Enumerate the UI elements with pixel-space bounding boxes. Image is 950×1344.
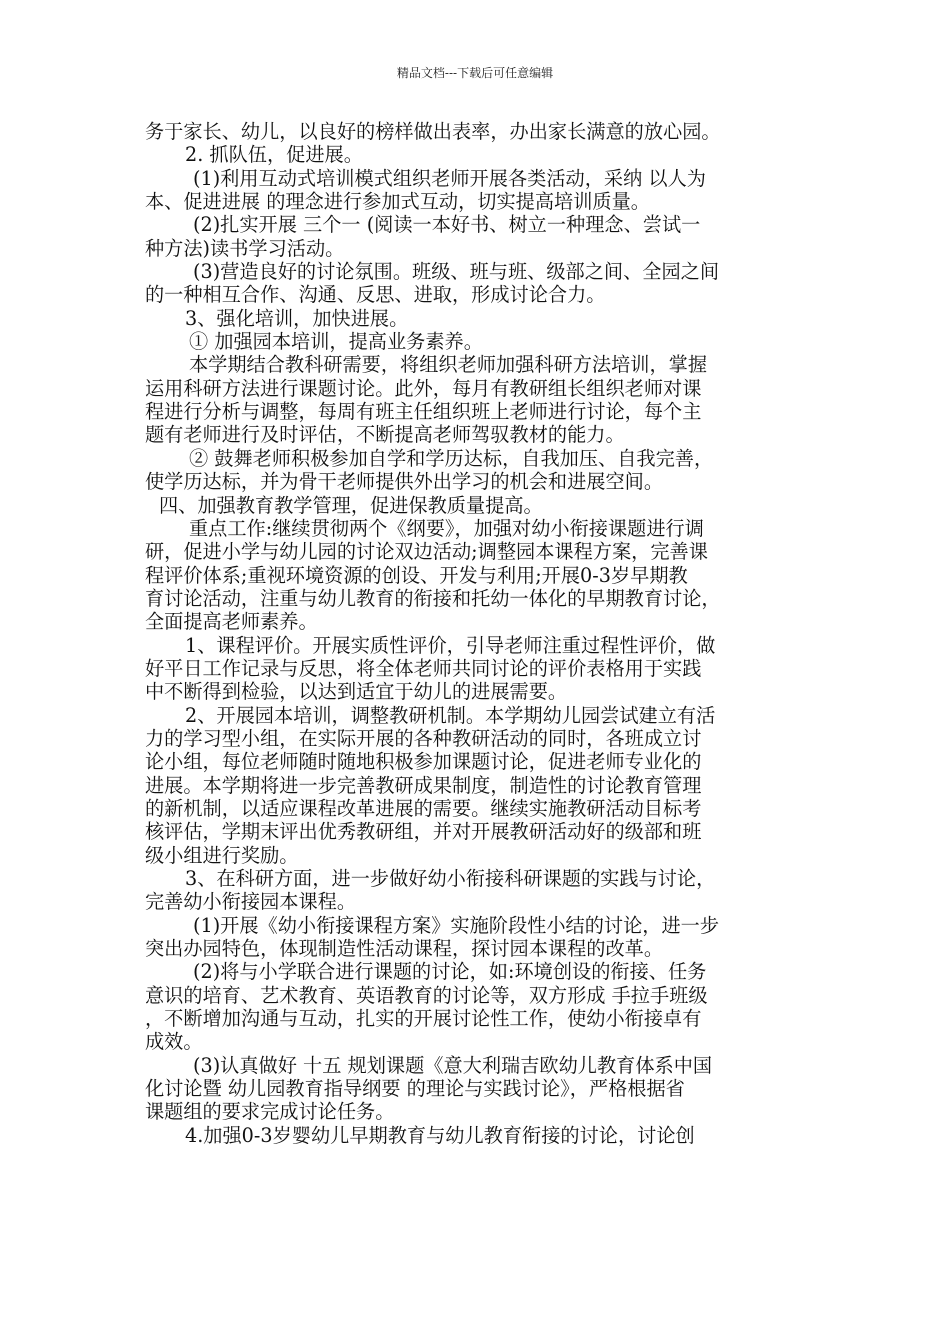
text-line: 程进行分析与调整，每周有班主任组织班上老师进行讨论，每个主 bbox=[145, 400, 702, 424]
text-line: (2)将与小学联合进行课题的讨论，如:环境创设的衔接、任务 bbox=[193, 960, 707, 984]
text-line: 论小组，每位老师随时随地积极参加课题讨论，促进老师专业化的 bbox=[145, 750, 702, 774]
text-line: ，不断增加沟通与互动，扎实的开展讨论性工作，使幼小衔接卓有 bbox=[145, 1007, 702, 1031]
text-line: 全面提高老师素养。 bbox=[145, 610, 318, 634]
text-line: 中不断得到检验，以达到适宜于幼儿的进展需要。 bbox=[145, 680, 568, 704]
text-line: 本、促进进展 的理念进行参加式互动，切实提高培训质量。 bbox=[145, 190, 650, 214]
text-line: ② 鼓舞老师积极参加自学和学历达标，自我加压、自我完善， bbox=[189, 446, 714, 470]
text-line: 3、在科研方面，进一步做好幼小衔接科研课题的实践与讨论， bbox=[185, 867, 716, 890]
text-line: 2、开展园本培训，调整教研机制。本学期幼儿园尝试建立有活 bbox=[185, 703, 716, 727]
text-line: 使学历达标，并为骨干老师提供外出学习的机会和进展空间。 bbox=[145, 470, 664, 494]
text-line: 重点工作:继续贯彻两个《纲要》，加强对幼小衔接课题进行调 bbox=[189, 516, 704, 540]
text-line: 力的学习型小组，在实际开展的各种教研活动的同时，各班成立讨 bbox=[145, 726, 702, 750]
text-line: 意识的培育、艺术教育、英语教育的讨论等，双方形成 手拉手班级 bbox=[145, 983, 708, 1007]
text-line: (2)扎实开展 三个一 (阅读一本好书、树立一种理念、尝试一 bbox=[193, 213, 701, 237]
text-line: (1)开展《幼小衔接课程方案》实施阶段性小结的讨论，进一步 bbox=[193, 913, 720, 937]
text-line: 好平日工作记录与反思，将全体老师共同讨论的评价表格用于实践 bbox=[145, 656, 702, 680]
text-line: 3、强化培训，加快进展。 bbox=[185, 306, 409, 330]
text-line: 进展。本学期将进一步完善教研成果制度，制造性的讨论教育管理 bbox=[145, 773, 702, 797]
text-line: 运用科研方法进行课题讨论。此外，每月有教研组长组织老师对课 bbox=[145, 376, 702, 400]
text-line: 程评价体系;重视环境资源的创设、开发与利用;开展0-3岁早期教 bbox=[145, 563, 688, 587]
text-line: (3)认真做好 十五 规划课题《意大利瑞吉欧幼儿教育体系中国 bbox=[193, 1053, 713, 1077]
text-line: 四、加强教育教学管理，促进保教质量提高。 bbox=[159, 493, 543, 517]
text-line: 务于家长、幼儿，以良好的榜样做出表率，办出家长满意的放心园。 bbox=[145, 120, 721, 143]
text-line: 1、课程评价。开展实质性评价，引导老师注重过程性评价，做 bbox=[185, 633, 716, 657]
document-body bbox=[145, 120, 815, 1147]
text-line: ① 加强园本培训，提高业务素养。 bbox=[189, 330, 483, 354]
text-line: 2. 抓队伍，促进展。 bbox=[185, 143, 363, 167]
text-line: 的一种相互合作、沟通、反思、进取，形成讨论合力。 bbox=[145, 283, 606, 307]
text-line: (3)营造良好的讨论氛围。班级、班与班、级部之间、全园之间 bbox=[193, 260, 720, 284]
text-line: 完善幼小衔接园本课程。 bbox=[145, 890, 357, 914]
text-line: (1)利用互动式培训模式组织老师开展各类活动，采纳 以人为 bbox=[193, 166, 706, 190]
text-line: 核评估，学期末评出优秀教研组，并对开展教研活动好的级部和班 bbox=[145, 820, 702, 844]
text-line: 本学期结合教科研需要，将组织老师加强科研方法培训，掌握 bbox=[189, 353, 708, 377]
text-line: 级小组进行奖励。 bbox=[145, 843, 299, 867]
text-line: 的新机制，以适应课程改革进展的需要。继续实施教研活动目标考 bbox=[145, 796, 702, 820]
text-line: 题有老师进行及时评估，不断提高老师驾驭教材的能力。 bbox=[145, 423, 625, 447]
page-header: 精品文档---下载后可任意编辑 bbox=[396, 66, 554, 80]
text-line: 种方法)读书学习活动。 bbox=[145, 236, 345, 260]
text-line: 育讨论活动，注重与幼儿教育的衔接和托幼一体化的早期教育讨论， bbox=[145, 586, 721, 610]
text-line: 化讨论暨 幼儿园教育指导纲要 的理论与实践讨论》，严格根据省 bbox=[145, 1077, 685, 1101]
text-line: 研，促进小学与幼儿园的讨论双边活动;调整园本课程方案，完善课 bbox=[145, 540, 708, 564]
text-line: 4.加强0-3岁婴幼儿早期教育与幼儿教育衔接的讨论，讨论创 bbox=[185, 1123, 695, 1147]
text-line: 突出办园特色，体现制造性活动课程，探讨园本课程的改革。 bbox=[145, 937, 664, 961]
text-line: 成效。 bbox=[145, 1030, 203, 1054]
text-line: 课题组的要求完成讨论任务。 bbox=[145, 1100, 395, 1124]
